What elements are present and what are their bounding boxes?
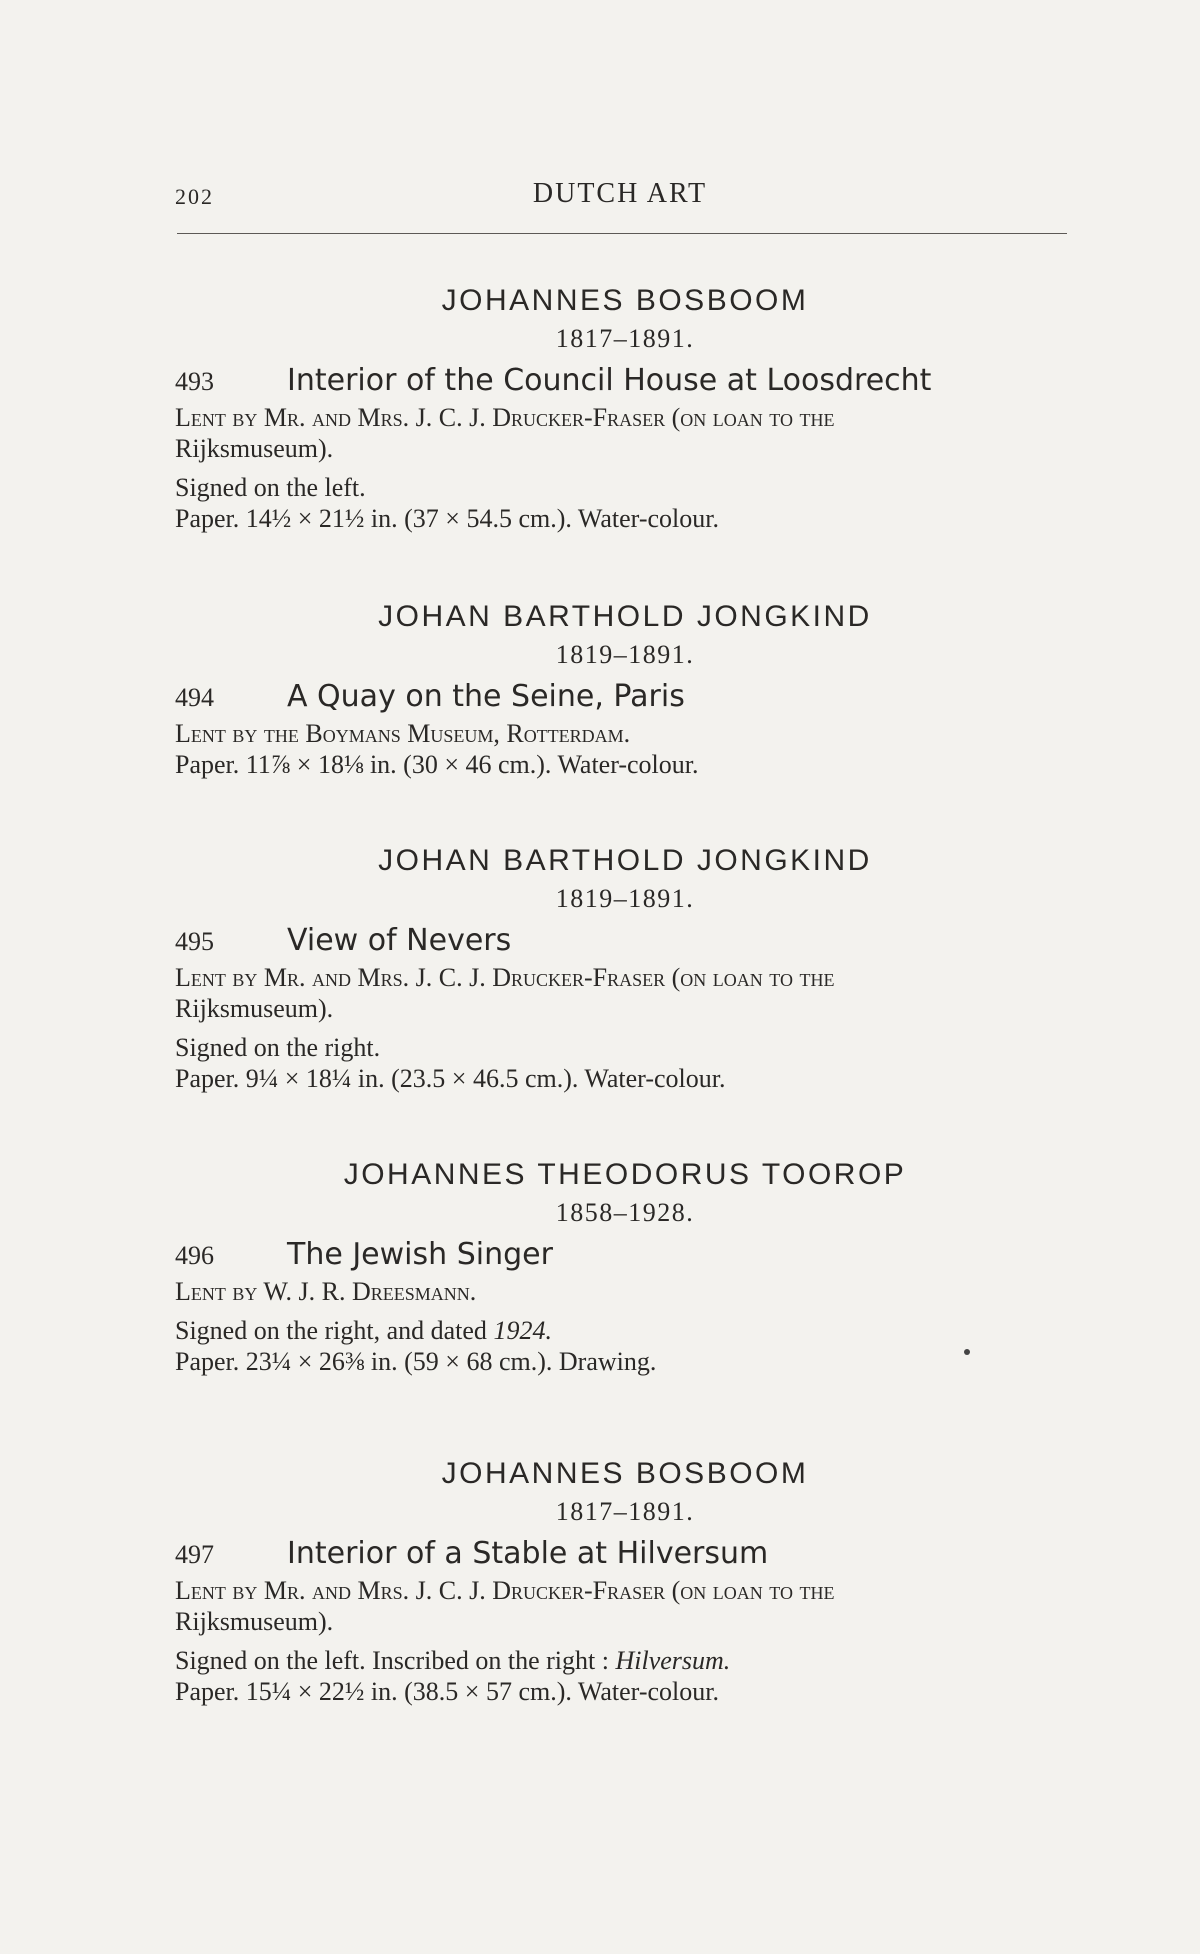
medium-dimensions-line: Paper. 23¼ × 26⅜ in. (59 × 68 cm.). Drawing.: [175, 1347, 657, 1376]
signature-date: 1924.: [493, 1316, 552, 1345]
artist-dates: 1817–1891.: [555, 1497, 695, 1526]
ink-speck: [964, 1349, 970, 1355]
entry-heading: [175, 361, 1075, 402]
artist-dates: 1858–1928.: [555, 1198, 695, 1227]
artist-dates: 1817–1891.: [555, 324, 695, 353]
page-number: 202: [175, 184, 214, 209]
medium-dimensions-line: Paper. 14½ × 21½ in. (37 × 54.5 cm.). Water-colour.: [175, 504, 719, 533]
catalogue-number: 497: [175, 1540, 214, 1569]
signature-line: [175, 1315, 1075, 1346]
catalogue-number: 496: [175, 1241, 214, 1270]
artist-dates: 1819–1891.: [555, 884, 695, 913]
catalogue-entry-493: [175, 281, 1075, 534]
catalogue-entry-497: [175, 1454, 1075, 1707]
artwork-title: View of Nevers: [287, 923, 512, 958]
artist-name: JOHAN BARTHOLD JONGKIND: [378, 844, 872, 877]
medium-dimensions-line: Paper. 11⅞ × 18⅛ in. (30 × 46 cm.). Water-colour.: [175, 750, 699, 779]
signature-line: Signed on the left.: [175, 473, 366, 502]
catalogue-entry-495: [175, 841, 1075, 1094]
artwork-title: Interior of the Council House at Loosdrecht: [287, 363, 932, 398]
lender-line: Lent by W. J. R. Dreesmann.: [175, 1277, 477, 1306]
signature-text: Signed on the left. Inscribed on the right :: [175, 1646, 609, 1675]
artist-name: JOHANNES BOSBOOM: [441, 284, 809, 317]
entry-heading: [175, 1534, 1075, 1575]
lender-line-continued: Rijksmuseum).: [175, 1607, 334, 1636]
running-title: DUTCH ART: [532, 178, 708, 209]
running-head: [175, 178, 1065, 214]
lender-line-continued: Rijksmuseum).: [175, 994, 334, 1023]
artist-name: JOHANNES BOSBOOM: [441, 1457, 809, 1490]
entry-heading: [175, 1235, 1075, 1276]
catalogue-number: 495: [175, 927, 214, 956]
medium-dimensions-line: Paper. 9¼ × 18¼ in. (23.5 × 46.5 cm.). Water-colour.: [175, 1064, 726, 1093]
medium-dimensions-line: Paper. 15¼ × 22½ in. (38.5 × 57 cm.). Water-colour.: [175, 1677, 719, 1706]
header-rule: [177, 233, 1067, 234]
signature-line: [175, 1645, 1075, 1676]
artist-name: JOHAN BARTHOLD JONGKIND: [378, 600, 872, 633]
lender-line-continued: Rijksmuseum).: [175, 434, 334, 463]
entry-heading: [175, 921, 1075, 962]
signature-text: Signed on the right, and dated: [175, 1316, 487, 1345]
artwork-title: Interior of a Stable at Hilversum: [287, 1536, 769, 1571]
catalogue-number: 493: [175, 367, 214, 396]
artist-dates: 1819–1891.: [555, 640, 695, 669]
inscription-text: Hilversum.: [615, 1646, 731, 1675]
catalogue-number: 494: [175, 683, 214, 712]
lender-line: Lent by Mr. and Mrs. J. C. J. Drucker-Fraser (on loan to the: [175, 403, 835, 432]
signature-line: Signed on the right.: [175, 1033, 381, 1062]
artwork-title: The Jewish Singer: [287, 1237, 553, 1272]
lender-line: Lent by Mr. and Mrs. J. C. J. Drucker-Fraser (on loan to the: [175, 963, 835, 992]
entry-heading: [175, 677, 1075, 718]
catalogue-entry-494: [175, 597, 1075, 780]
artwork-title: A Quay on the Seine, Paris: [287, 679, 685, 714]
lender-line: Lent by Mr. and Mrs. J. C. J. Drucker-Fraser (on loan to the: [175, 1576, 835, 1605]
lender-line: Lent by the Boymans Museum, Rotterdam.: [175, 719, 631, 748]
catalogue-entry-496: [175, 1155, 1075, 1377]
artist-name: JOHANNES THEODORUS TOOROP: [343, 1158, 907, 1191]
